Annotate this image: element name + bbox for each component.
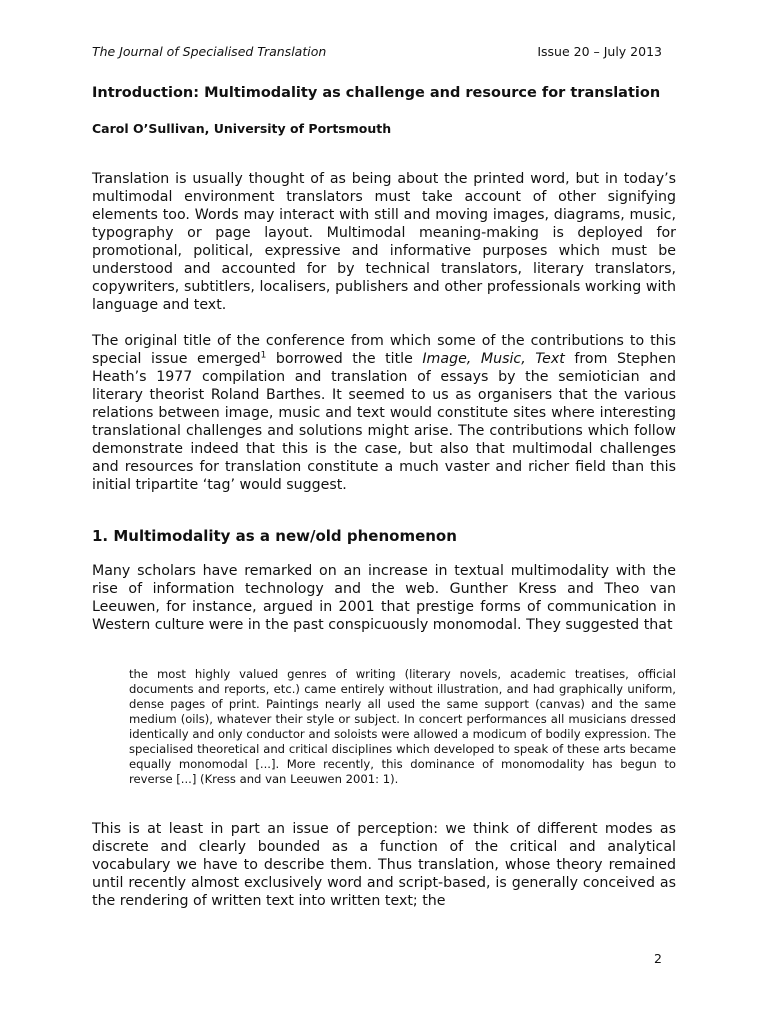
cited-work-title: Image, Music, Text [422,351,565,367]
issue-date: Issue 20 – July 2013 [537,44,662,59]
article-title: Introduction: Multimodality as challenge and resource for translation [92,85,661,101]
page-number: 2 [654,951,662,966]
paragraph-2-part-c: from Stephen Heath’s 1977 compilation and translation of essays by the semiotician and literary theorist Roland Barthes. It seemed to us as organisers that the various relations between image, music and text would constitute sites where interesting translational challenges and solutions might arise. The contributions which follow demonstrate indeed that this is the case, but also that multimodal challenges and resources for translation constitute a much vaster and richer field than this initial tripartite ‘tag’ would suggest. [92,351,676,493]
section-heading: 1. Multimodality as a new/old phenomenon [92,527,457,545]
journal-name: The Journal of Specialised Translation [92,44,327,59]
article-author: Carol O’Sullivan, University of Portsmouth [92,121,392,136]
paragraph-3: Many scholars have remarked on an increase in textual multimodality with the rise of information technology and the web. Gunther Kress and Theo van Leeuwen, for instance, argued in 2001 that prestige forms of communication in Western culture were in the past conspicuously monomodal. They suggested that [92,563,676,633]
paragraph-4: This is at least in part an issue of perception: we think of different modes as discrete and clearly bounded as a function of the critical and analytical vocabulary we have to describe them. Thus translation, whose theory remained until recently almost exclusively word and script-based, is generally conceived as the rendering of written text into written text; the [92,821,676,909]
paragraph-2-part-a: The original title of the conference from which some of the contributions to this special issue emerged [92,333,676,367]
block-quote: the most highly valued genres of writing (literary novels, academic treatises, official documents and reports, etc.) came entirely without illustration, and had graphically uniform, dense pages of print. Paintings nearly all used the same support (canvas) and the same medium (oils), whatever their style or subject. In concert performances all musicians dressed identically and only conductor and soloists were allowed a modicum of bodily expression. The specialised theoretical and critical disciplines which developed to speak of these arts became equally monomodal [...]. More recently, this dominance of monomodality has begun to reverse [...] (Kress and van Leeuwen 2001: 1). [129,667,676,786]
footnote-marker[interactable]: 1 [260,350,267,361]
paragraph-2 [92,332,676,494]
paragraph-2-part-b: borrowed the title [266,351,423,367]
paragraph-1: Translation is usually thought of as being about the printed word, but in today’s multimodal environment translators must take account of other signifying elements too. Words may interact with still and moving images, diagrams, music, typography or page layout. Multimodal meaning-making is deployed for promotional, political, expressive and informative purposes which must be understood and accounted for by technical translators, literary translators, copywriters, subtitlers, localisers, publishers and other professionals working with language and text. [92,171,676,313]
